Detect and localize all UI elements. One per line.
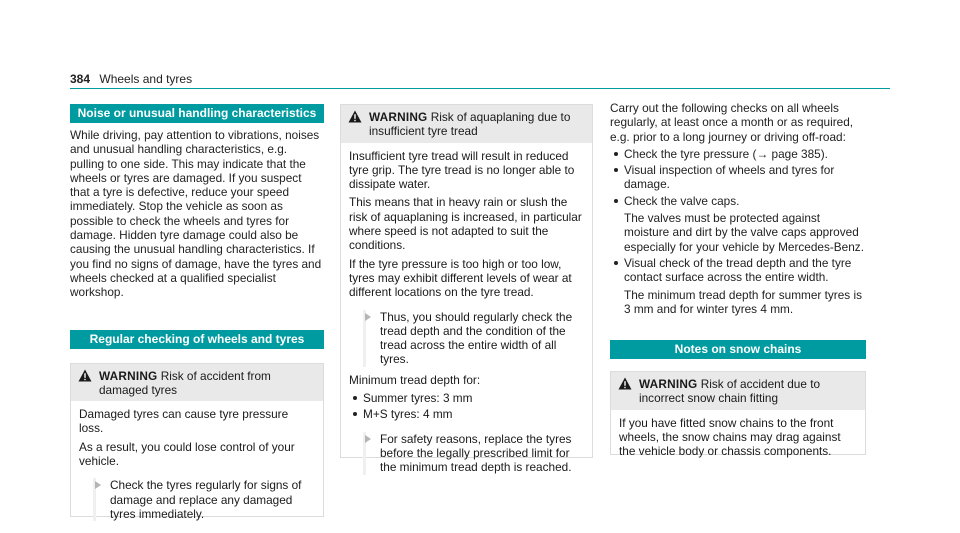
warning-label: WARNING <box>369 110 428 124</box>
warning-body <box>71 401 323 527</box>
warning-paragraph: Insufficient tyre tread will result in reduced tyre grip. The tyre tread is no longer able to dissipate water. <box>349 148 575 192</box>
column-2 <box>340 104 593 475</box>
column-3 <box>610 101 866 459</box>
warning-triangle-icon <box>348 110 362 123</box>
list-item <box>610 147 866 161</box>
warning-paragraph: If you have fitted snow chains to the front wheels, the snow chains may drag against the vehicle body or chassis components. <box>619 415 841 459</box>
warning-box-damaged-tyres <box>70 363 324 521</box>
bullet-text: Check the valve caps. <box>624 193 740 208</box>
instruction-step <box>363 310 584 367</box>
warning-paragraph: If the tyre pressure is too high or too low, tyres may exhibit different levels of wear at different locations on the tyre tread. <box>349 256 572 300</box>
bullet-text: M+S tyres: 4 mm <box>363 407 453 422</box>
checks-intro: Carry out the following checks on all wheels regularly, at least once a month or as required, e.g. prior to a long journey or driving off-road: <box>610 101 854 144</box>
list-item <box>610 194 866 208</box>
bullet-icon <box>614 168 618 172</box>
warning-triangle-icon <box>618 377 632 390</box>
bullet-text: Check the tyre pressure (→ page 385). <box>624 146 828 161</box>
checks-list <box>610 147 866 316</box>
instruction-step <box>363 432 584 475</box>
step-text: Thus, you should regularly check the tread depth and the condition of the tread across the entire width of all tyres. <box>380 309 573 367</box>
section-title-noise: Noise or unusual handling characteristics <box>70 104 324 123</box>
bullet-icon <box>353 396 357 400</box>
warning-text: Risk of accident from damaged tyres <box>99 368 271 397</box>
bullet-text: Visual inspection of wheels and tyres for damage. <box>624 163 835 192</box>
step-text: Check the tyres regularly for signs of damage and replace any damaged tyres immediately. <box>110 478 302 521</box>
warning-label: WARNING <box>99 368 158 383</box>
warning-body <box>341 143 592 481</box>
bullet-icon <box>614 152 618 156</box>
list-item-note: The minimum tread depth for summer tyres is 3 mm and for winter tyres 4 mm. <box>624 287 862 316</box>
bullet-icon <box>614 261 618 265</box>
list-item <box>610 163 866 192</box>
warning-text: Risk of accident due to incorrect snow chain fitting <box>639 377 821 406</box>
page-header <box>70 72 192 86</box>
min-depth-label: Minimum tread depth for: <box>349 372 481 387</box>
bullet-text: Visual check of the tread depth and the tyre contact surface across the entire width. <box>624 255 852 285</box>
bullet-icon <box>614 199 618 203</box>
warning-header <box>341 105 592 143</box>
page-number: 384 <box>70 72 91 86</box>
bullet-icon <box>353 412 357 416</box>
warning-paragraph: Damaged tyres can cause tyre pressure loss. <box>79 407 289 436</box>
warning-box-aquaplaning <box>340 104 593 475</box>
section-title-regular-checking: Regular checking of wheels and tyres <box>70 330 324 349</box>
list-item <box>349 407 584 421</box>
warning-triangle-icon <box>78 369 92 382</box>
step-arrow-icon <box>95 481 101 489</box>
step-text: For safety reasons, replace the tyres before the legally prescribed limit for the minimum tread depth is reached. <box>380 431 572 475</box>
section-title-snow-chains: Notes on snow chains <box>610 340 866 359</box>
warning-label: WARNING <box>639 377 698 391</box>
list-item <box>610 256 866 285</box>
warning-header <box>611 372 865 410</box>
warning-box-snow-chains <box>610 371 866 459</box>
warning-header <box>71 364 323 402</box>
list-item-note: The valves must be protected against moisture and dirt by the valve caps approved especially for your vehicle by Mercedes-Benz. <box>624 211 864 254</box>
warning-body <box>611 410 865 469</box>
noise-body: While driving, pay attention to vibrations, noises and unusual handling characteristics, e.g. pulling to one side. This may indicate that the wheels or tyres are damaged. If you suspect that a tyre is defective, reduce your speed immediately. Stop the vehicle as soon as possible to check the wheels and tyres for damage. Hidden tyre damage could also be causing the unusual handling characteristics. If you find no signs of damage, have the tyres and wheels checked at a qualified specialist workshop. <box>70 128 322 300</box>
page-header-title: Wheels and tyres <box>99 72 193 86</box>
bullet-text: Summer tyres: 3 mm <box>363 391 473 406</box>
list-item <box>349 391 584 405</box>
step-arrow-icon <box>365 313 371 321</box>
warning-paragraph: This means that in heavy rain or slush the risk of aquaplaning is increased, in particular where speed is not adapted to suit the conditions. <box>349 195 582 253</box>
warning-text: Risk of aquaplaning due to insufficient tyre tread <box>369 110 571 139</box>
header-rule <box>70 88 890 89</box>
warning-paragraph: As a result, you could lose control of your vehicle. <box>79 439 295 469</box>
column-1 <box>70 104 324 521</box>
step-arrow-icon <box>365 435 371 443</box>
instruction-step <box>93 478 315 521</box>
